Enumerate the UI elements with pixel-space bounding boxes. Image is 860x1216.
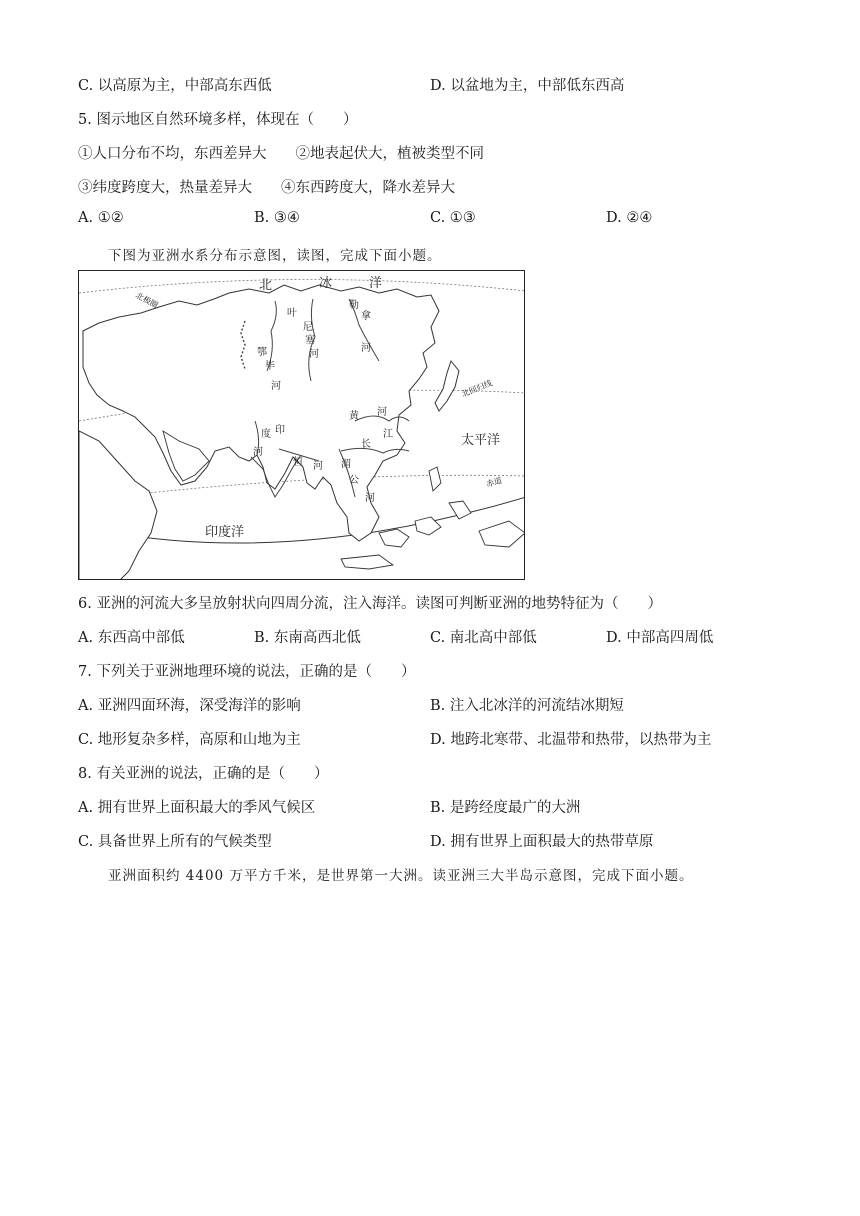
q8-option-b: B. 是跨经度最广的大洲: [430, 800, 581, 816]
label-yenisei-2: 尼: [303, 322, 313, 333]
label-mekong-2: 公: [349, 475, 359, 486]
q5-stem: 5. 图示地区自然环境多样，体现在（ ）: [78, 112, 358, 128]
label-yangtze-2: 江: [383, 429, 393, 440]
label-mekong-1: 湄: [341, 459, 351, 470]
label-mekong-3: 河: [365, 493, 375, 504]
map-svg: [79, 271, 525, 580]
q5-option-b: B. ③④: [254, 210, 300, 226]
africa-outline: [79, 431, 157, 580]
label-equator: 赤道: [485, 475, 503, 489]
q8-option-c: C. 具备世界上所有的气候类型: [78, 834, 272, 850]
label-yenisei-4: 河: [309, 349, 319, 360]
q5-option-a: A. ①②: [78, 210, 124, 226]
label-arctic-circle: 北极圈: [134, 290, 160, 311]
map-intro: 下图为亚洲水系分布示意图，读图，完成下面小题。: [108, 248, 442, 264]
label-yangtze-1: 长: [361, 439, 371, 450]
label-indus-2: 度: [261, 429, 271, 440]
asia-river-map: [78, 270, 525, 580]
label-ganges-2: 河: [313, 461, 323, 472]
q7-option-c: C. 地形复杂多样，高原和山地为主: [78, 732, 301, 748]
q7-stem: 7. 下列关于亚洲地理环境的说法，正确的是（ ）: [78, 664, 416, 680]
label-pacific: 太平洋: [461, 433, 501, 448]
label-indian: 印度洋: [205, 525, 245, 540]
q8-option-a: A. 拥有世界上面积最大的季风气候区: [78, 800, 316, 816]
label-indus-1: 印: [275, 425, 285, 436]
q6-option-c: C. 南北高中部低: [430, 630, 537, 646]
q6-stem: 6. 亚洲的河流大多呈放射状向四周分流，注入海洋。读图可判断亚洲的地势特征为（ ）: [78, 596, 662, 612]
peninsula-intro: 亚洲面积约 4400 万平方千米，是世界第一大洲。读亚洲三大半岛示意图，完成下面小题。: [108, 868, 694, 884]
q8-stem: 8. 有关亚洲的说法，正确的是（ ）: [78, 766, 329, 782]
label-yellow-2: 河: [377, 407, 387, 418]
label-ganges-1: 恒: [293, 457, 303, 468]
q6-option-b: B. 东南高西北低: [254, 630, 361, 646]
island-5: [479, 521, 525, 547]
label-yenisei-3: 塞: [305, 335, 315, 346]
label-lena-1: 勒: [349, 300, 359, 311]
q7-option-b: B. 注入北冰洋的河流结冰期短: [430, 698, 624, 714]
q4-option-c: C. 以高原为主，中部高东西低: [78, 78, 272, 94]
q5-statements-1-2: ①人口分布不均，东西差异大 ②地表起伏大，植被类型不同: [78, 146, 484, 162]
label-tropic: 北回归线: [460, 378, 494, 399]
q4-option-d: D. 以盆地为主，中部低东西高: [430, 78, 625, 94]
label-indus-3: 河: [253, 447, 263, 458]
label-ob-1: 鄂: [257, 347, 267, 358]
island-1: [379, 529, 409, 547]
q5-option-d: D. ②④: [606, 210, 653, 226]
label-ob-2: 毕: [265, 361, 275, 372]
label-yellow-1: 黄: [349, 411, 359, 422]
label-yenisei-1: 叶: [287, 308, 297, 319]
label-lena-3: 河: [361, 343, 371, 354]
label-ob-3: 河: [271, 381, 281, 392]
q7-option-d: D. 地跨北寒带、北温带和热带，以热带为主: [430, 732, 712, 748]
label-north-2: 冰: [319, 276, 333, 291]
q5-option-c: C. ①③: [430, 210, 476, 226]
q7-option-a: A. 亚洲四面环海，深受海洋的影响: [78, 698, 301, 714]
label-lena-2: 拿: [361, 311, 371, 322]
label-north-3: 洋: [369, 276, 383, 291]
q6-option-d: D. 中部高四周低: [606, 630, 714, 646]
island-6: [341, 555, 393, 569]
q6-option-a: A. 东西高中部低: [78, 630, 185, 646]
q8-option-d: D. 拥有世界上面积最大的热带草原: [430, 834, 654, 850]
island-4: [429, 467, 441, 491]
japan-outline: [435, 361, 459, 411]
label-north-1: 北: [259, 278, 273, 293]
q5-statements-3-4: ③纬度跨度大，热量差异大 ④东西跨度大，降水差异大: [78, 180, 455, 196]
